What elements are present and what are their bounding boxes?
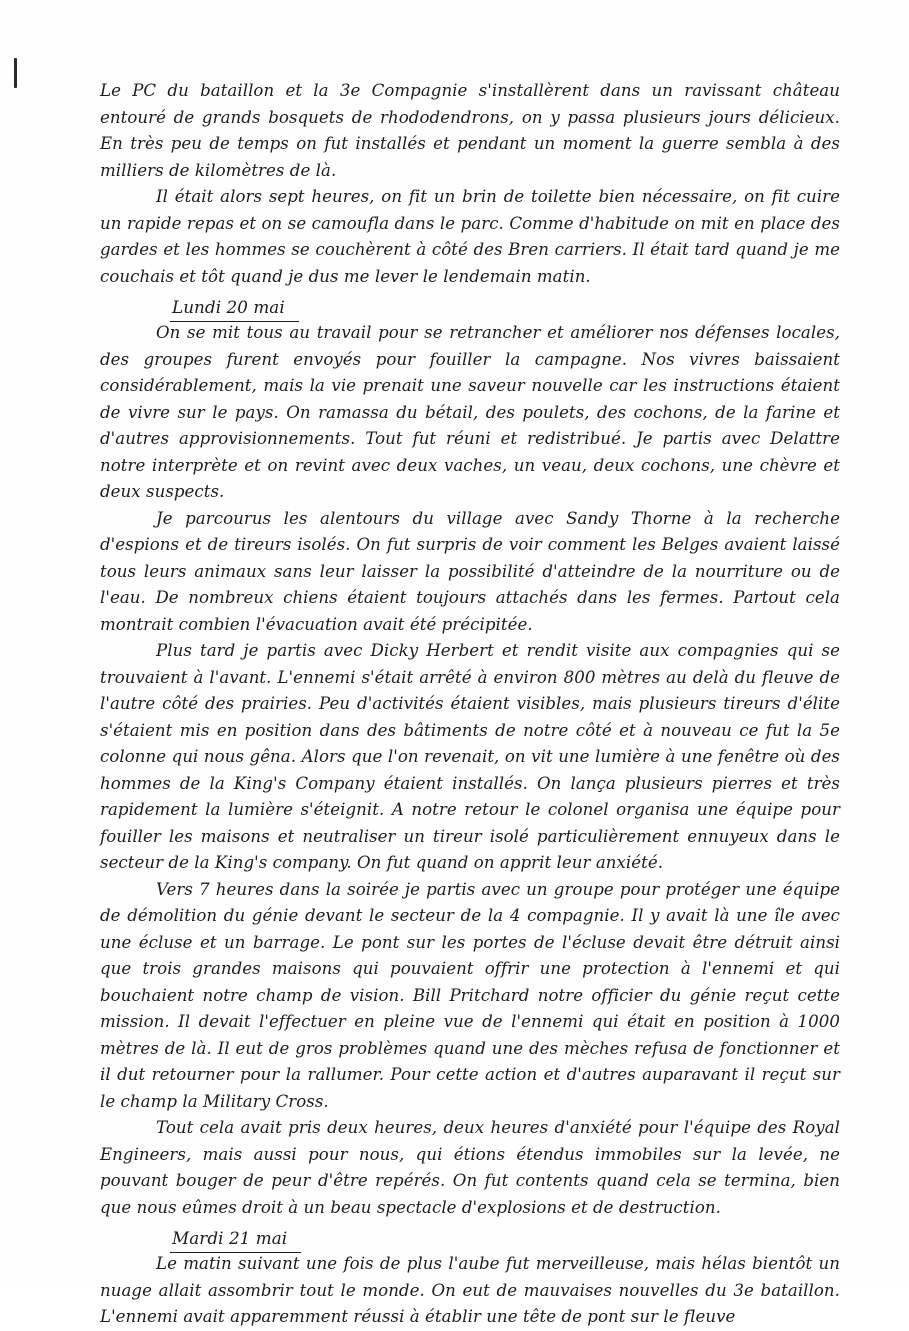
paragraph-vers-7-heures: Vers 7 heures dans la soirée je partis avec un groupe pour protéger une équipe de démolition du génie devant le secteur de la 4 compagnie. Il y avait là une île avec une écluse et un barrage. Le pont sur les portes de l'écluse devait être détruit ainsi que trois grandes maisons qui pouvaient offrir une protection à l'ennemi et qui bouchaient notre champ de vision. Bill Pritchard notre officier du génie reçut cette mission. Il devait l'effectuer en pleine vue de l'ennemi qui était en position à 1000 mètres de là. Il eut de gros problèmes quand une des mèches refusa de fonctionner et il dut retourner pour la rallumer. Pour cette action et d'autres auparavant il reçut sur le champ la Military Cross. xyxy=(100,879,840,1111)
paragraph-travail: On se mit tous au travail pour se retrancher et améliorer nos défenses locales, des groupes furent envoyés pour fouiller la campagne. Nos vivres baissaient considérablement, mais la vie prenait une saveur nouvelle car les instructions étaient de vivre sur le pays. On ramassa du bétail, des poulets, des cochons, de la farine et d'autres approvisionnements. Tout fut réuni et redistribué. Je partis avec Delattre notre interprète et on revint avec deux vaches, un veau, deux cochons, une chèvre et deux suspects. xyxy=(100,323,840,501)
paragraph-matin-suivant: Le matin suivant une fois de plus l'aube fut merveilleuse, mais hélas bientôt un nuage allait assombrir tout le monde. On eut de mauvaises nouvelles du 3e bataillon. L'ennemi avait apparemment réussi à établir une tête de pont sur le fleuve xyxy=(100,1254,840,1326)
paragraph-deux-heures: Tout cela avait pris deux heures, deux heures d'anxiété pour l'équipe des Royal Engineers, mais aussi pour nous, qui étions étendus immobiles sur la levée, ne pouvant bouger de peur d'être repérés. On fut contents quand cela se termina, bien que nous eûmes droit à un beau spectacle d'explosions et de destruction. xyxy=(100,1118,840,1217)
paragraph-plus-tard: Plus tard je partis avec Dicky Herbert et rendit visite aux compagnies qui se trouvaient à l'avant. L'ennemi s'était arrêté à environ 800 mètres au delà du fleuve de l'autre côté des prairies. Peu d'activités étaient visibles, mais plusieurs tireurs d'élite s'étaient mis en position dans des bâtiments de notre côté et à nouveau ce fut la 5e colonne qui nous gêna. Alors que l'on revenait, on vit une lumière à une fenêtre où des hommes de la King's Company étaient installés. On lança plusieurs pierres et très rapidement la lumière s'éteignit. A notre retour le colonel organisa une équipe pour fouiller les maisons et neutraliser un tireur isolé particulièrement ennuyeux dans le secteur de la King's company. On fut quand on apprit leur anxiété. xyxy=(100,641,840,872)
paragraph-alentours: Je parcourus les alentours du village avec Sandy Thorne à la recherche d'espions et de tireurs isolés. On fut surpris de voir comment les Belges avaient laissé tous leurs animaux sans leur laisser la possibilité d'atteindre de la nourriture ou de l'eau. De nombreux chiens étaient toujours attachés dans les fermes. Partout cela montrait combien l'évacuation avait été précipitée. xyxy=(100,508,840,634)
paragraph-sept-heures: Il était alors sept heures, on fit un brin de toilette bien nécessaire, on fit cuire un rapide repas et on se camoufla dans le parc. Comme d'habitude on mit en place des gardes et les hommes se couchèrent à côté des Bren carriers. Il était tard quand je me couchais et tôt quand je dus me lever le lendemain matin. xyxy=(100,187,840,286)
heading-wrap-lundi xyxy=(100,290,840,320)
heading-wrap-mardi xyxy=(100,1221,840,1251)
margin-mark xyxy=(14,58,17,88)
date-heading-lundi: Lundi 20 mai xyxy=(170,295,299,322)
paragraph-chateau: Le PC du bataillon et la 3e Compagnie s'installèrent dans un ravissant château entouré de grands bosquets de rhododendrons, on y passa plusieurs jours délicieux. En très peu de temps on fut installés et pendant un moment la guerre sembla à des milliers de kilomètres de là. xyxy=(100,81,840,180)
date-heading-mardi: Mardi 21 mai xyxy=(170,1226,301,1253)
handwritten-text-body xyxy=(100,78,840,1331)
